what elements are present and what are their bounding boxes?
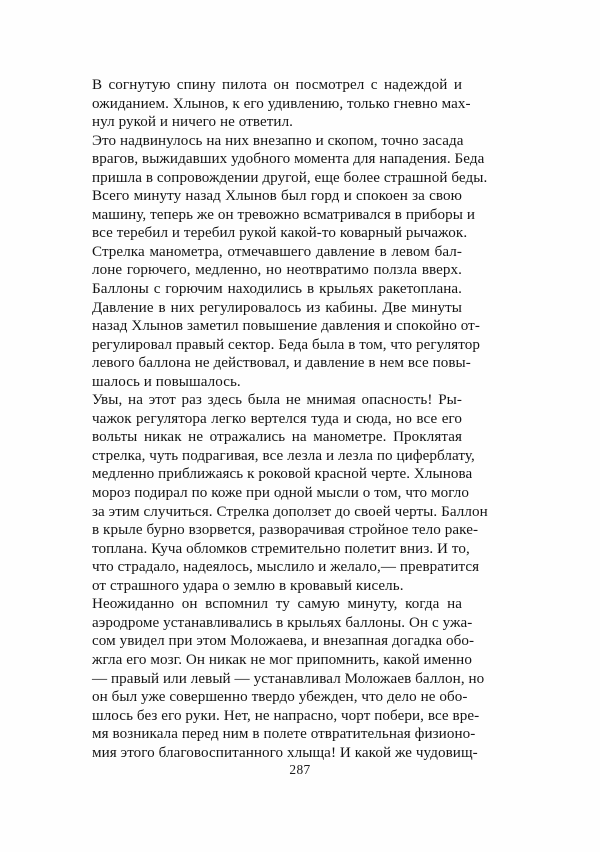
page-number: 287: [289, 762, 311, 777]
text-line: назад Хлынов заметил повышение давления и спокойно от-: [92, 318, 480, 335]
paragraph: [66, 595, 485, 762]
text-line: сом увидел при этом Моложаева, и внезапная догадка обо-: [92, 633, 475, 650]
text-line: что страдало, надеялось, мыслило и желало,— превратится: [92, 559, 480, 576]
text-line: мия этого благовоспитанного хлыща! И какой же чудовищ-: [92, 744, 478, 761]
text-line: Давление в них регулировалось из кабины. Две минуты: [92, 299, 462, 316]
text-line: врагов, выжидавших удобного момента для нападения. Беда: [92, 151, 485, 168]
paragraph: [66, 391, 488, 595]
text-line: В согнутую спину пилота он посмотрел с надеждой и: [92, 77, 462, 93]
text-line: шлось без его руки. Нет, не напрасно, чорт побери, все вре-: [92, 707, 480, 724]
text-line: Баллоны с горючим находились в крыльях ракетоплана.: [92, 281, 462, 298]
text-line: стрелка, чуть подрагивая, все лезла и лезла по циферблату,: [92, 447, 475, 464]
text-line: Всего минуту назад Хлынов был горд и спокоен за свою: [92, 188, 462, 205]
text-line: — правый или левый — устанавливал Моложаев баллон, но: [92, 670, 485, 687]
text-line: лоне горючего, медленно, но неотвратимо ползла вверх.: [92, 262, 462, 279]
text-line: чажок регулятора легко вертелся туда и сюда, но все его: [92, 410, 462, 427]
text-line: он был уже совершенно твердо убежден, что дело не обо-: [92, 689, 468, 706]
text-line: за этим случиться. Стрелка доползет до своей черты. Баллон: [92, 503, 488, 520]
text-line: Увы, на этот раз здесь была не мнимая опасность! Ры-: [92, 392, 462, 409]
text-line: регулировал правый сектор. Беда была в том, что регулятор: [92, 336, 480, 353]
text-line: медленно приближаясь к роковой красной черте. Хлынова: [92, 466, 473, 483]
text-line: пришла в сопровождении другой, еще более страшной беды.: [92, 169, 488, 186]
body-text-column: [66, 76, 488, 762]
text-line: нул рукой и ничего не ответил.: [92, 114, 294, 131]
text-line: Стрелка манометра, отмечавшего давление в левом бал-: [92, 243, 462, 260]
text-line: от страшного удара о землю в кровавый кисель.: [92, 577, 404, 594]
text-line: шалось и повышалось.: [92, 373, 241, 390]
text-line: все теребил и теребил рукой какой-то коварный рычажок.: [92, 225, 468, 242]
text-line: аэродроме устанавливались в крыльях баллоны. Он с ужа-: [92, 614, 473, 631]
text-line: Это надвинулось на них внезапно и скопом, точно засада: [92, 132, 464, 149]
text-line: вольты никак не отражались на манометре. Проклятая: [92, 429, 462, 446]
text-line: топлана. Куча обломков стремительно полетит вниз. И то,: [92, 540, 470, 557]
text-line: Неожиданно он вспомнил ту самую минуту, когда на: [92, 596, 462, 613]
paragraph: [66, 132, 488, 243]
text-line: мя возникала перед ним в полете отвратительная физионо-: [92, 726, 476, 743]
text-line: жгла его мозг. Он никак не мог припомнить, какой именно: [92, 651, 472, 668]
text-line: левого баллона не действовал, и давление в нем все повы-: [92, 355, 471, 372]
paragraph: [66, 243, 480, 391]
text-line: в крыле бурно взорвется, разворачивая стройное тело раке-: [92, 522, 479, 539]
text-line: ожиданием. Хлынов, к его удивлению, только гневно мах-: [92, 95, 471, 112]
paragraph: [66, 76, 471, 132]
text-line: мороз подирал по коже при одной мысли о том, что могло: [92, 485, 469, 502]
text-line: машину, теперь же он тревожно всматривался в приборы и: [92, 206, 475, 223]
